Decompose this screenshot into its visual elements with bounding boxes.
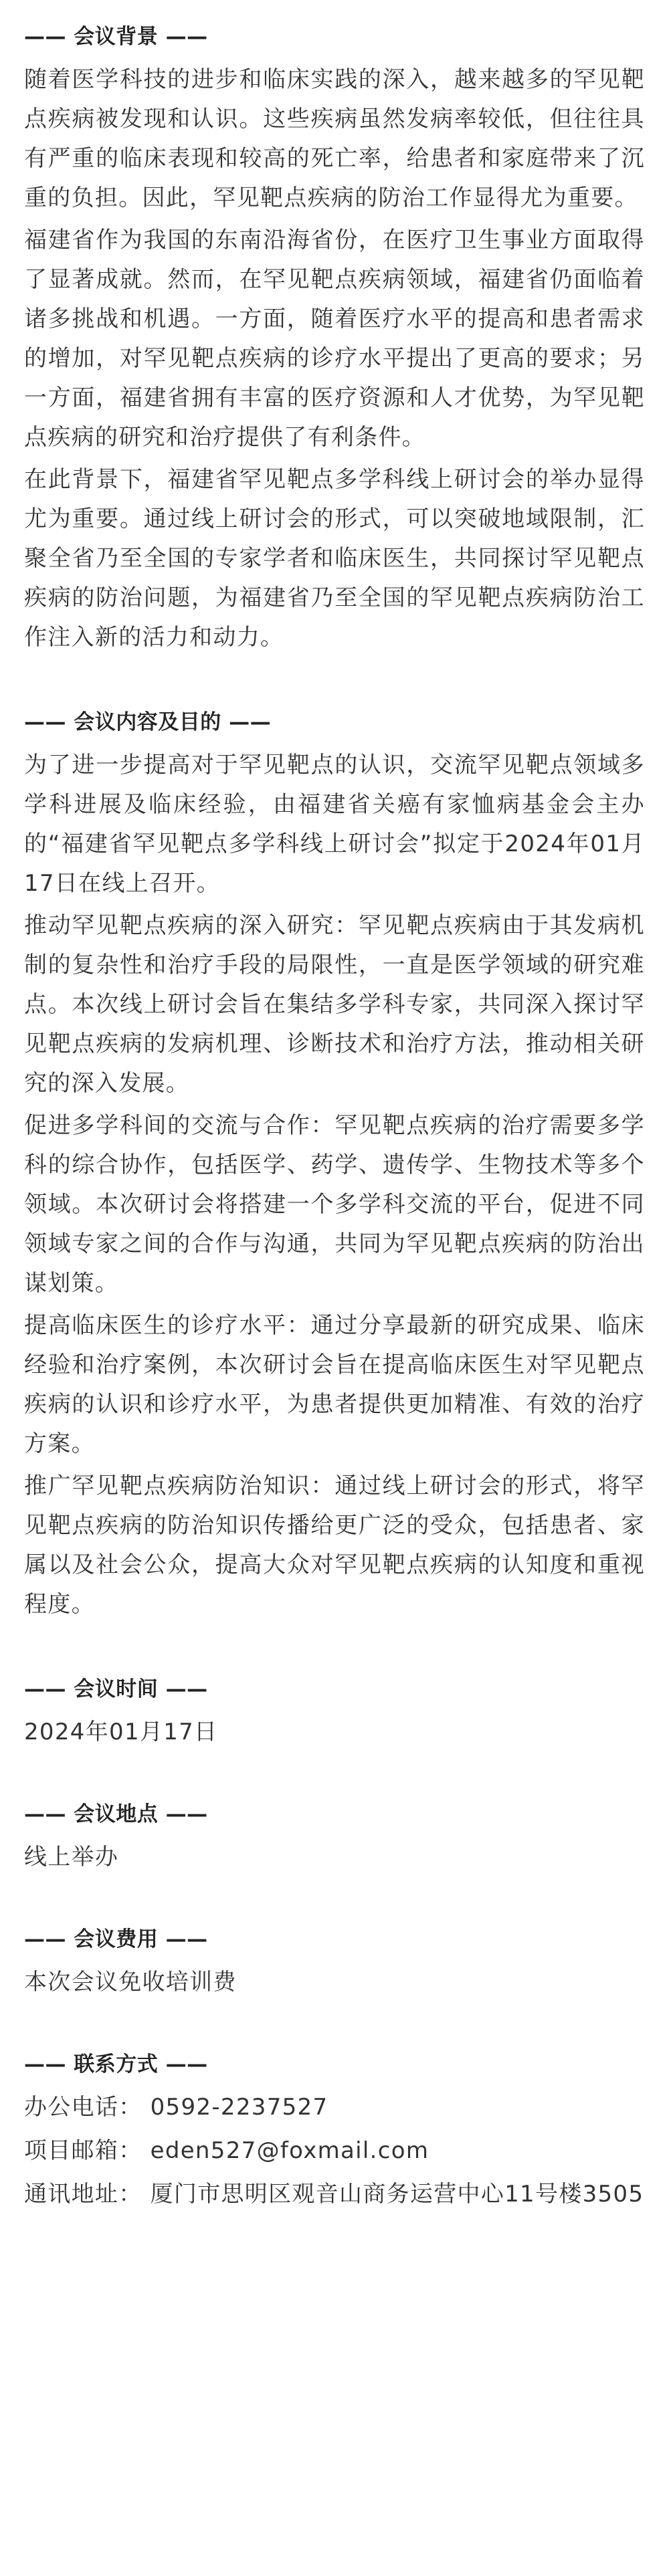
spacer [24,660,645,704]
spacer [24,1627,645,1671]
section-content-purpose [24,704,645,1624]
section-heading-time: —— 会议时间 —— [24,1677,208,1701]
spacer [24,2005,645,2046]
paragraph: 在此背景下，福建省罕见靶点多学科线上研讨会的举办显得尤为重要。通过线上研讨会的形式，可以突破地域限制，汇聚全省乃至全国的专家学者和临床医生，共同探讨罕见靶点疾病的防治问题，为福建省乃至全国的罕见靶点疾病防治工作注入新的活力和动力。 [24,466,645,651]
paragraph: 推广罕见靶点疾病防治知识：通过线上研讨会的形式，将罕见靶点疾病的防治知识传播给更广泛的受众，包括患者、家属以及社会公众，提高大众对罕见靶点疾病的认知度和重视程度。 [24,1473,645,1618]
section-heading-content: —— 会议内容及目的 —— [24,710,272,734]
spacer [24,1755,645,1796]
meeting-location: 线上举办 [24,1844,119,1870]
section-heading-location: —— 会议地点 —— [24,1802,208,1826]
section-location [24,1796,645,1877]
section-time [24,1671,645,1752]
section-fee [24,1921,645,2002]
section-heading-background: —— 会议背景 —— [24,25,208,49]
contact-email: 项目邮箱： eden527@foxmail.com [24,2137,429,2164]
paragraph: 推动罕见靶点疾病的深入研究：罕见靶点疾病由于其发病机制的复杂性和治疗手段的局限性，一直是医学领域的研究难点。本次线上研讨会旨在集结多学科专家，共同深入探讨罕见靶点疾病的发病机理、诊断技术和治疗方法，推动相关研究的深入发展。 [24,912,645,1097]
contact-phone: 办公电话： 0592-2237527 [24,2094,328,2121]
section-background [24,19,645,657]
paragraph: 促进多学科间的交流与合作：罕见靶点疾病的治疗需要多学科的综合协作，包括医学、药学、遗传学、生物技术等多个领域。本次研讨会将搭建一个多学科交流的平台，促进不同领域专家之间的合作与沟通，共同为罕见靶点疾病的防治出谋划策。 [24,1112,645,1297]
paragraph: 提高临床医生的诊疗水平：通过分享最新的研究成果、临床经验和治疗案例，本次研讨会旨在提高临床医生对罕见靶点疾病的认识和诊疗水平，为患者提供更加精准、有效的治疗方案。 [24,1312,645,1457]
section-contact [24,2046,645,2214]
paragraph: 为了进一步提高对于罕见靶点的认识，交流罕见靶点领域多学科进展及临床经验，由福建省关癌有家恤病基金会主办的“福建省罕见靶点多学科线上研讨会”拟定于2024年01月17日在线上召开。 [24,752,645,897]
meeting-fee: 本次会议免收培训费 [24,1969,237,1996]
paragraph: 福建省作为我国的东南沿海省份，在医疗卫生事业方面取得了显著成就。然而，在罕见靶点疾病领域，福建省仍面临着诸多挑战和机遇。一方面，随着医疗水平的提高和患者需求的增加，对罕见靶点疾病的诊疗水平提出了更高的要求；另一方面，福建省拥有丰富的医疗资源和人才优势，为罕见靶点疾病的研究和治疗提供了有利条件。 [24,227,645,451]
section-heading-contact: —— 联系方式 —— [24,2052,208,2076]
section-heading-fee: —— 会议费用 —— [24,1927,208,1951]
paragraph: 随着医学科技的进步和临床实践的深入，越来越多的罕见靶点疾病被发现和认识。这些疾病虽然发病率较低，但往往具有严重的临床表现和较高的死亡率，给患者和家庭带来了沉重的负担。因此，罕见靶点疾病的防治工作显得尤为重要。 [24,66,645,211]
meeting-date: 2024年01月17日 [24,1719,218,1745]
contact-address: 通讯地址： 厦门市思明区观音山商务运营中心11号楼3505 [24,2181,644,2208]
spacer [24,1880,645,1921]
